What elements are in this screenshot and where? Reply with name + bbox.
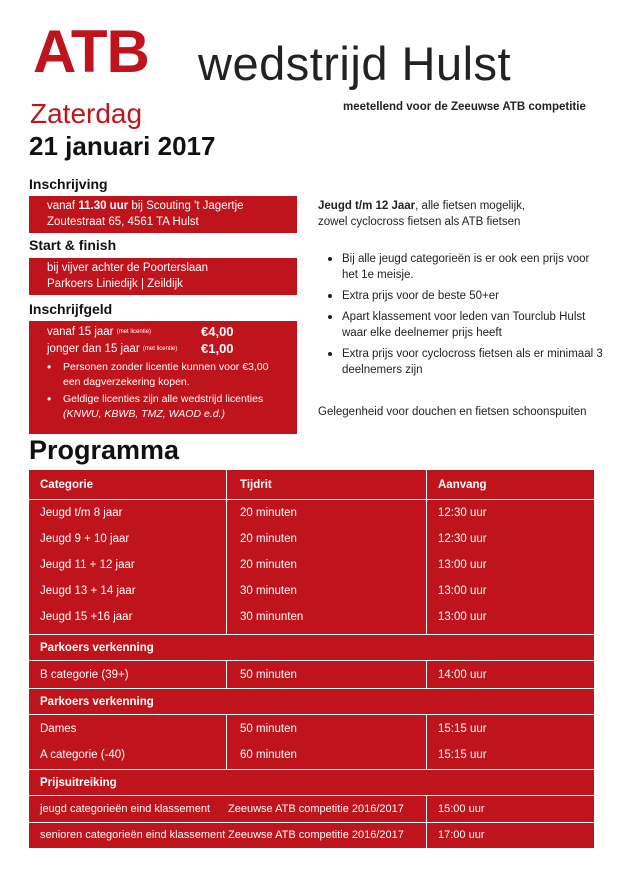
start-finish-heading: Start & finish xyxy=(29,237,117,253)
fee-bullet-2-list: (KNWU, KBWB, TMZ, WAOD e.d.) xyxy=(63,408,225,420)
cell-competition: Zeeuwse ATB competitie 2016/2017 xyxy=(228,803,404,815)
youth-intro-rest: , alle fietsen mogelijk, xyxy=(415,200,526,212)
cell-start: 13:00 uur xyxy=(438,559,487,571)
header-aanvang: Aanvang xyxy=(438,479,487,491)
table-header-row xyxy=(29,472,594,498)
divider xyxy=(426,795,427,848)
youth-info xyxy=(318,198,608,420)
registration-time: 11.30 uur xyxy=(78,200,129,212)
cell-duration: 20 minuten xyxy=(240,507,297,519)
youth-bullet: • Extra prijs voor cyclocross fietsen als er minimaal 3 deelnemers zijn xyxy=(342,345,608,378)
fee-bullet-2 xyxy=(29,392,297,422)
divider xyxy=(426,470,427,635)
programma-table xyxy=(29,470,594,848)
registration-prefix: vanaf xyxy=(47,200,76,212)
table-row xyxy=(29,578,594,604)
fee-row1-price: €4,00 xyxy=(201,324,234,339)
cell-duration: 20 minuten xyxy=(240,559,297,571)
table-row xyxy=(29,796,594,822)
title: wedstrijd Hulst xyxy=(198,37,512,90)
table-row xyxy=(29,604,594,630)
cell-competition: Zeeuwse ATB competitie 2016/2017 xyxy=(228,829,404,841)
cell-start: 15:15 uur xyxy=(438,749,487,761)
table-row xyxy=(29,716,594,742)
divider xyxy=(29,714,594,715)
cell-category: B categorie (39+) xyxy=(40,669,129,681)
divider xyxy=(226,660,227,688)
showers-note: Gelegenheid voor douchen en fietsen schoonspuiten xyxy=(318,406,587,418)
cell-start: 17:00 uur xyxy=(438,829,485,841)
cell-start: 14:00 uur xyxy=(438,669,487,681)
youth-bullet: • Extra prijs voor de beste 50+er xyxy=(342,287,608,304)
fee-bullet-2-text: Geldige licenties zijn alle wedstrijd licenties xyxy=(63,393,264,405)
cell-category: senioren categorieën eind klassement xyxy=(40,829,226,841)
youth-bullet: • Bij alle jeugd categorieën is er ook een prijs voor het 1e meisje. xyxy=(342,250,608,283)
table-row xyxy=(29,526,594,552)
table-row xyxy=(29,742,594,768)
start-finish-box xyxy=(29,258,297,295)
fee-row1-label: vanaf 15 jaar xyxy=(47,326,114,338)
cell-duration: 30 minunten xyxy=(240,611,304,623)
header-tijdrit: Tijdrit xyxy=(240,479,272,491)
programma-title: Programma xyxy=(29,435,180,465)
youth-bullets xyxy=(318,250,608,378)
section-label: Parkoers verkenning xyxy=(40,642,154,654)
start-finish-line2: Parkoers Liniedijk | Zeildijk xyxy=(47,278,183,290)
cell-category: jeugd categorieën eind klassement xyxy=(40,803,211,815)
youth-bullet: • Apart klassement voor leden van Tourclub Hulst waar elke deelnemer prijs heeft xyxy=(342,308,608,341)
header-categorie: Categorie xyxy=(40,479,94,491)
fee-box xyxy=(29,321,297,434)
registration-address: Zoutestraat 65, 4561 TA Hulst xyxy=(47,216,199,228)
divider xyxy=(426,660,427,688)
registration-box xyxy=(29,196,297,233)
table-row xyxy=(29,552,594,578)
youth-intro-bold: Jeugd t/m 12 Jaar xyxy=(318,200,416,212)
divider xyxy=(226,714,227,769)
cell-category: Jeugd t/m 8 jaar xyxy=(40,507,123,519)
cell-start: 15:15 uur xyxy=(438,723,487,735)
date: 21 januari 2017 xyxy=(29,131,216,161)
subtitle: meetellend voor de Zeeuwse ATB competitie xyxy=(343,101,586,113)
divider xyxy=(29,660,594,661)
divider xyxy=(426,714,427,769)
cell-category: Jeugd 9 + 10 jaar xyxy=(40,533,130,545)
cell-start: 13:00 uur xyxy=(438,585,487,597)
cell-duration: 30 minuten xyxy=(240,585,297,597)
table-row xyxy=(29,822,594,848)
cell-start: 12:30 uur xyxy=(438,507,487,519)
section-label: Prijsuitreiking xyxy=(40,777,117,789)
section-row xyxy=(29,635,594,661)
table-row xyxy=(29,662,594,688)
cell-category: Jeugd 13 + 14 jaar xyxy=(40,585,136,597)
divider xyxy=(226,470,227,635)
cell-category: Jeugd 11 + 12 jaar xyxy=(40,559,135,571)
cell-start: 15:00 uur xyxy=(438,803,485,815)
start-finish-line1: bij vijver achter de Poorterslaan xyxy=(47,262,209,274)
cell-duration: 20 minuten xyxy=(240,533,297,545)
cell-start: 13:00 uur xyxy=(438,611,487,623)
atb-logo-text: ATB xyxy=(33,18,149,85)
table-row xyxy=(29,500,594,526)
cell-category: A categorie (-40) xyxy=(40,749,126,761)
fee-row1-note: (met licentie) xyxy=(116,329,152,335)
fee-row2-price: €1,00 xyxy=(201,341,234,356)
day: Zaterdag xyxy=(30,98,143,129)
section-label: Parkoers verkenning xyxy=(40,696,154,708)
registration-location: bij Scouting 't Jagertje xyxy=(131,200,244,212)
fee-heading: Inschrijfgeld xyxy=(29,301,113,317)
cell-duration: 50 minuten xyxy=(240,723,297,735)
section-row xyxy=(29,770,594,796)
section-row xyxy=(29,689,594,715)
cell-start: 12:30 uur xyxy=(438,533,487,545)
fee-bullet-1: • Personen zonder licentie kunnen voor €3,00 een dagverzekering kopen. xyxy=(29,360,273,390)
cell-category: Jeugd 15 +16 jaar xyxy=(40,611,133,623)
registration-heading: Inschrijving xyxy=(29,176,108,192)
fee-row2-note: (met licentie) xyxy=(142,346,178,352)
fee-row2-label: jonger dan 15 jaar xyxy=(47,343,140,355)
cell-duration: 60 minuten xyxy=(240,749,297,761)
cell-duration: 50 minuten xyxy=(240,669,297,681)
cell-category: Dames xyxy=(40,723,77,735)
youth-intro-line2: zowel cyclocross fietsen als ATB fietsen xyxy=(318,216,521,228)
